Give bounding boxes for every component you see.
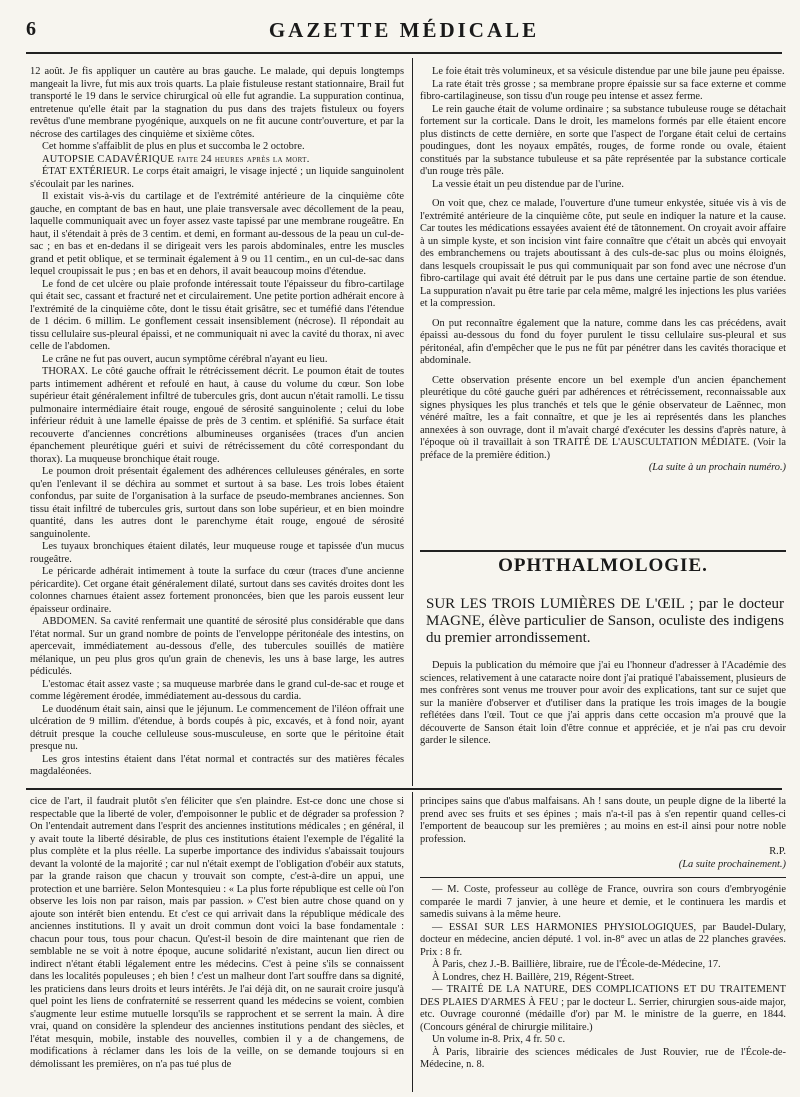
section-divider — [26, 788, 782, 790]
paragraph: Depuis la publication du mémoire que j'ai eu l'honneur d'adresser à l'Académie des sciences, relativement à une cataracte noire dont j'ai pratiqué l'abaissement, plusieurs de mes confrères sont venus me trouver pour avoir des explications, tant sur ce sujet que sur la manière d'observer et d'utiliser dans la pratique les trois images de la bougie reflétées dans l'œil. Tout ce que j'ai appris dans cette occasion m'a prouvé que la découverte de Sanson était loin d'être connue et appréciée, et je n'ai pas cru devoir garder le silence. — [420, 660, 786, 746]
page-number: 6 — [26, 18, 36, 40]
paragraph: On voit que, chez ce malade, l'ouverture d'une tumeur enkystée, située vis à vis de l'extrémité antérieure de la cinquième côte, put seule en indiquer la nature et la cause. Car toutes les médications essayées avaient été de tâtonnement. On croyait avoir affaire à un simple kyste, et son incision vint faire connaître que c'était un abcès qui envoyait des embranchemens ou trajets aboutissant à des culs-de-sac plus ou moins éloignés, dans lesquels croupissait le pus qui communiquait par son fond avec une nécrose d'un fibro-cartilage qui avait été détruit par le pus dans une certaine partie de son étendue. La suppuration n'avait pu être tarie par cela même, malgré les injections les plus variées et la compression. — [420, 198, 786, 309]
page-header — [26, 18, 782, 44]
left-column-bottom — [30, 796, 404, 1086]
paragraph: Le poumon droit présentait également des adhérences celluleuses générales, en sorte qu'en l'enlevant il se déchira au sommet et surtout à sa base. Les trois lobes étaient confondus, par suite de l'organisation à la surface de pseudo-membranes anciennes. Son tissu était infiltré de tubercules gris, surtout dans son lobe supérieur, et en bien moindre quantité, dans les autres dont le parenchyme était rouge, engoué de sérosité sanguinolente. — [30, 466, 404, 540]
paragraph: Le crâne ne fut pas ouvert, aucun symptôme cérébral n'ayant eu lieu. — [42, 353, 328, 365]
news-item: À Londres, chez H. Baillère, 219, Régent-Street. — [432, 971, 635, 983]
paragraph: Les tuyaux bronchiques étaient dilatés, leur muqueuse rouge et tapissée d'un mucus rougeâtre. — [30, 541, 404, 565]
paragraph: AUTOPSIE CADAVÉRIQUE faite 24 heures après la mort. — [42, 153, 310, 165]
paragraph: Il existait vis-à-vis du cartilage et de l'extrémité antérieure de la cinquième côte gauche, en comptant de bas en haut, une plaie transversale avec décollement de la peau, laquelle communiquait avec un foyer assez vaste tapissé par une membrane rougeâtre. En haut, il s'étendait à près de 3 centim. et demi, en formant au-dessous de la peau un cul-de-sac ; en bas et en-dedans il se dirigeait vers les parois abdominales, entre les muscles grand et petit oblique, et se terminait également à 9 ou 11 centim., en un cul-de-sac dans lequel croupissait le pus ; en bas et en dehors, il avait beaucoup moins d'étendue. — [30, 191, 404, 277]
paragraph: Le foie était très volumineux, et sa vésicule distendue par une bile jaune peu épaisse. — [432, 66, 785, 77]
news-item: À Paris, chez J.-B. Baillière, libraire, rue de l'École-de-Médecine, 17. — [432, 959, 721, 970]
news-rule — [420, 877, 786, 878]
column-divider-top — [412, 58, 413, 786]
paragraph: On put reconnaître également que la nature, comme dans les cas précédens, avait épaissi au-dessous du fond du foyer purulent le tissu cellulaire sus-pleural et sus péritonéal, afin d'empêcher que le pus ne fût par pénétrer dans les cavités thoracique et abdominale. — [420, 317, 786, 366]
paragraph: Le péricarde adhérait intimement à toute la surface du cœur (traces d'une ancienne péricardite). Cet organe était généralement dilaté, surtout dans ses cavités droites dont les colonnes charnues étaient assez fortement prononcées, bien que les parois eussent leur épaisseur ordinaire. — [30, 566, 404, 615]
paragraph: Les gros intestins étaient dans l'état normal et contractés sur des matières fécales magdaléonées. — [30, 753, 404, 777]
ophthalmology-title: OPHTHALMOLOGIE. — [498, 555, 708, 576]
right-column-bottom — [420, 796, 786, 1086]
masthead-title: GAZETTE MÉDICALE — [268, 18, 540, 42]
news-item: — TRAITÉ DE LA NATURE, DES COMPLICATIONS ET DU TRAITEMENT DES PLAIES D'ARMES À FEU ; par le docteur L. Serrier, chirurgien sous-aide major, etc. Ouvrage couronné (médaille d'or) par M. le ministre de la guerre, en 1844. (Concours général de chirurgie militaire.) — [420, 984, 786, 1033]
paragraph: 12 août. Je fis appliquer un cautère au bras gauche. Le malade, qui depuis longtemps mangeait la livre, fut mis aux trois quarts. La plaie fistuleuse restant stationnaire, Brail fut transporté le 19 dans le service chirurgical où elle fut agrandie. La suppuration continua, entretenue qu'elle était par la stagnation du pus dans des trajets fistuleux ou foyers revêtus d'une membrane pyogénique, auxquels on ne fit aucune contr'ouverture, et par la nécrose des cartilages des cinquième et sixième côtes. — [30, 66, 404, 140]
paragraph: Le rein gauche était de volume ordinaire ; sa substance tubuleuse rouge se détachait fortement sur la corticale. Dans le droit, les mamelons formés par elle étaient encore plus distincts de cette dernière, en sorte que l'aspect de l'organe était celui de certains poudingues, dont les noyaux empâtés, rouges, de forme ronde ou ovale, étaient constitués par la substance tubuleuse et sa pâte représentée par la substance corticale d'un rouge très pâle. — [420, 103, 786, 177]
paragraph: cice de l'art, il faudrait plutôt s'en féliciter que s'en plaindre. Est-ce donc une chose si respectable que la liberté de voler, d'empoisonner le public et de dégrader sa profession ? On l'entendait autrement dans l'esprit des anciennes institutions médicales ; en général, il y avait toute la liberté désirable, de plus ces institutions étaient l'exemple de l'égalité la plus complète et la plus réelle. La superbe importance des individus s'abaissait toujours devant la volonté de la majorité ; car nul n'était exempt de l'obligation d'obéir aux statuts, par la grande raison que chacun y trouvait son compte, c'est-à-dire un appui, une protection et une barrière. Selon Montesquieu : « La plus forte république est celle où l'on observe les lois non par raison, mais par passion. » C'est bien autre chose quand on y ajoute son intérêt bien entendu. Et c'est ce qui arrivait dans la république médicale des anciennes institutions. Il y avait un droit commun dont voici la base fondamentale : chacun pour tous, tous pour chacun. Qu'est-il besoin de dire maintenant que rien de semblable ne se voit à notre époque, aucune solidarité n'existant, aucun lien direct ou indirect n'étant établi légalement entre les médecins. C'est à peine s'ils se connaissent dans les localités populeuses ; eh bien ! c'est un malheur dont l'art souffre dans sa dignité, les praticiens dans leurs droits et leurs intérêts. Je l'ai déjà dit, on ne saurait croire jusqu'à quel point les liens de confraternité se resserrent quand les médecins se voient, combien s'augmente leur estime mutuelle lorsqu'ils se rapprochent et se serrent la main. À dire vrai, quand on considère la splendeur des anciennes institutions pendant des siècles, et l'état mesquin, mobile, instable des nouvelles, combien il y a de changemens, de modifications à réclamer dans les lois de la veille, on se demande toujours si en démolissant les premières, on n'a pas tué plus de — [30, 796, 404, 1070]
paragraph: Cette observation présente encore un bel exemple d'un ancien épanchement pleurétique du côté gauche guéri par adhérences et rétrécissement, reconnaissable aux signes physiques les plus tranchés et tels que le génie observateur de Laënnec, mon vénéré maître, les a fait connaître, et que je les ai représentés dans les planches annexées à son ouvrage, dont il m'avait chargé d'exécuter les dessins d'après nature, à l'époque où il travaillait à son TRAITÉ DE L'AUSCULTATION MÉDIATE. (Voir la préface de la première édition.) — [420, 374, 786, 461]
paragraph: ABDOMEN. Sa cavité renfermait une quantité de sérosité plus considérable que dans l'état normal. Sur un grand nombre de points de l'enveloppe péritonéale des intestins, on apercevait, immédiatement au-dessous d'elle, des tubercules souillés de matière mélanique, un peu plus gros qu'un grain de chenevis, les uns à base large, les autres pédiculés. — [30, 616, 404, 677]
header-rule — [26, 52, 782, 54]
news-item: Un volume in-8. Prix, 4 fr. 50 c. — [432, 1034, 566, 1045]
left-column-top — [30, 66, 404, 782]
ophthalmology-rule — [420, 550, 786, 552]
paragraph: ÉTAT EXTÉRIEUR. Le corps était amaigri, le visage injecté ; un liquide sanguinolent s'écoulait par les narines. — [30, 166, 404, 190]
paragraph: La rate était très grosse ; sa membrane propre épaissie sur sa face externe et comme fibro-cartilagineuse, son tissu d'un rouge peu intense et assez ferme. — [420, 78, 786, 102]
column-divider-bottom — [412, 792, 413, 1092]
right-column-top — [420, 66, 786, 544]
news-item: — ESSAI SUR LES HARMONIES PHYSIOLOGIQUES, par Baudel-Dulary, docteur en médecine, ancien député. 1 vol. in-8° avec un atlas de 22 planches gravées. Prix : 8 fr. — [420, 921, 786, 958]
ophthalmology-subtitle: SUR LES TROIS LUMIÈRES DE L'ŒIL ; par le docteur MAGNE, élève particulier de Sanson, oculiste des indigens du premier arrondissement. — [426, 596, 784, 646]
continued-note: (La suite prochainement.) — [678, 858, 786, 870]
paragraph: La vessie était un peu distendue par de l'urine. — [432, 178, 625, 190]
paragraph: Le fond de cet ulcère ou plaie profonde intéressait toute l'épaisseur du fibro-cartilage qui était sec, cassant et fracturé net et circulairement. Une petite portion adhérait encore à l'extrémité de la cinquième côte, dont le tissu était grisâtre, sec et tuméfié dans l'étendue de 1 décim. 6 millim. Le gonflement cessait insensiblement (nécrose). Il répondait au tissu cellulaire sus-pleural épaissi, et ne communiquait ni avec la cavité du thorax, ni avec celle de l'abdomen. — [30, 278, 404, 352]
signature: R.P. — [769, 846, 786, 857]
paragraph: L'estomac était assez vaste ; sa muqueuse marbrée dans le grand cul-de-sac et rouge et comme légèrement érodée, immédiatement au-dessous du cardia. — [30, 678, 404, 702]
news-item: À Paris, librairie des sciences médicales de Just Rouvier, rue de l'École-de-Médecine, n. 8. — [420, 1046, 786, 1070]
ophthalmology-body — [420, 660, 786, 782]
paragraph: THORAX. Le côté gauche offrait le rétrécissement décrit. Le poumon était de toutes parts intimement adhérent et refoulé en haut, à cause du volume du cœur. Son lobe supérieur était généralement infiltré de tubercules gris, dont aucun n'était ramolli. Le tissu pulmonaire intermédiaire était rouge, engoué de sérosité sanguinolente ; celui du lobe inférieur réduit à une lamelle épaisse de près de 3 centim. et splénifié. Sa surface était recouverte d'anciennes concrétions albumineuses organisées (traces d'un ancien épanchement pleurétique guéri et suivi de rétrécissement du côté correspondant du thorax). La muqueuse bronchique était rouge. — [30, 366, 404, 465]
continued-note: (La suite à un prochain numéro.) — [648, 462, 786, 473]
paragraph: principes sains que d'abus malfaisans. Ah ! sans doute, un peuple digne de la liberté la prend avec ses fruits et ses épines ; mais n'a-t-il pas à s'en repentir quand celles-ci l'emportent de beaucoup sur les premières ; au moins en est-il ainsi pour notre noble profession. — [420, 796, 786, 845]
paragraph: Cet homme s'affaiblit de plus en plus et succomba le 2 octobre. — [42, 141, 305, 152]
news-item: — M. Coste, professeur au collège de France, ouvrira son cours d'embryogénie comparée le mardi 7 janvier, à une heure et demie, et le continuera les mardis et samedis suivans à la même heure. — [420, 884, 786, 920]
paragraph: Le duodénum était sain, ainsi que le jéjunum. Le commencement de l'iléon offrait une ulcération de 9 millim. d'étendue, à bords coupés à pic, excavés, et à fond noir, ayant détruit presque la couche celluleuse sous-musculeuse, en sorte que le péritoine était presque nu. — [30, 703, 404, 752]
